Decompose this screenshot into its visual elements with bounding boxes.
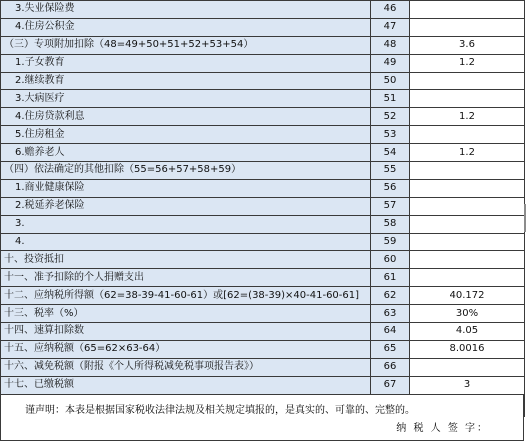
row-line-number: 67	[371, 376, 410, 394]
row-amount-cell[interactable]: 1.2	[410, 108, 525, 126]
table-row	[1, 358, 525, 376]
table-row	[1, 18, 525, 36]
row-amount-cell[interactable]	[410, 90, 525, 108]
row-amount-cell[interactable]	[410, 18, 525, 36]
table-row	[1, 108, 525, 126]
table-row	[1, 215, 525, 233]
row-line-number: 51	[371, 90, 410, 108]
row-line-number: 47	[371, 18, 410, 36]
table-row	[1, 144, 525, 162]
row-item-label: 十三、税率（%）	[1, 305, 371, 323]
table-row	[1, 197, 525, 215]
row-amount-cell[interactable]: 1.2	[410, 54, 525, 72]
row-amount-cell[interactable]	[410, 358, 525, 376]
table-row	[1, 233, 525, 251]
row-line-number: 66	[371, 358, 410, 376]
row-item-label: （四）依法确定的其他扣除（55=56+57+58+59）	[1, 162, 371, 180]
table-row	[1, 90, 525, 108]
row-line-number: 62	[371, 287, 410, 305]
table-row	[1, 54, 525, 72]
row-line-number: 59	[371, 233, 410, 251]
row-amount-cell[interactable]	[410, 215, 525, 233]
row-amount-cell[interactable]	[410, 269, 525, 287]
table-row	[1, 323, 525, 341]
row-line-number: 61	[371, 269, 410, 287]
taxpayer-signature-label: 纳 税 人 签 字：	[396, 423, 489, 434]
row-item-label: 十二、应纳税所得额（62=38-39-41-60-61）或[62=(38-39)×40-41-60-61]	[1, 287, 371, 305]
row-line-number: 55	[371, 162, 410, 180]
row-item-label: 4.	[1, 233, 371, 251]
table-row	[1, 72, 525, 90]
tax-return-table-body	[1, 1, 525, 417]
row-item-label: （三）专项附加扣除（48=49+50+51+52+53+54）	[1, 36, 371, 54]
row-amount-cell[interactable]	[410, 251, 525, 269]
row-line-number: 58	[371, 215, 410, 233]
row-line-number: 63	[371, 305, 410, 323]
row-line-number: 46	[371, 1, 410, 19]
table-row	[1, 179, 525, 197]
table-row	[1, 287, 525, 305]
row-item-label: 3.失业保险费	[1, 1, 371, 19]
row-line-number: 54	[371, 144, 410, 162]
row-line-number: 52	[371, 108, 410, 126]
row-line-number: 48	[371, 36, 410, 54]
table-row	[1, 376, 525, 394]
table-row	[1, 269, 525, 287]
row-amount-cell[interactable]	[410, 233, 525, 251]
row-item-label: 4.住房贷款利息	[1, 108, 371, 126]
row-item-label: 6.赡养老人	[1, 144, 371, 162]
row-line-number: 49	[371, 54, 410, 72]
row-item-label: 3.	[1, 215, 371, 233]
row-item-label: 十五、应纳税额（65=62×63-64）	[1, 340, 371, 358]
row-amount-cell[interactable]	[410, 72, 525, 90]
row-item-label: 1.商业健康保险	[1, 179, 371, 197]
declaration-footer	[0, 394, 524, 441]
row-line-number: 60	[371, 251, 410, 269]
row-item-label: 十七、已缴税额	[1, 376, 371, 394]
table-row	[1, 340, 525, 358]
row-amount-cell[interactable]: 8.0016	[410, 340, 525, 358]
row-item-label: 十六、减免税额（附报《个人所得税减免税事项报告表》）	[1, 358, 371, 376]
row-amount-cell[interactable]: 3	[410, 376, 525, 394]
row-amount-cell[interactable]	[410, 126, 525, 144]
row-line-number: 56	[371, 179, 410, 197]
row-amount-cell[interactable]: 3.6	[410, 36, 525, 54]
row-amount-cell[interactable]: 40.172	[410, 287, 525, 305]
table-row	[1, 305, 525, 323]
row-item-label: 2.税延养老保险	[1, 197, 371, 215]
table-row	[1, 162, 525, 180]
table-row	[1, 1, 525, 19]
table-row	[1, 126, 525, 144]
row-item-label: 4.住房公积金	[1, 18, 371, 36]
row-line-number: 64	[371, 323, 410, 341]
table-row	[1, 251, 525, 269]
row-item-label: 2.继续教育	[1, 72, 371, 90]
row-line-number: 50	[371, 72, 410, 90]
row-item-label: 5.住房租金	[1, 126, 371, 144]
row-amount-cell[interactable]	[410, 197, 525, 215]
row-line-number: 65	[371, 340, 410, 358]
row-item-label: 3.大病医疗	[1, 90, 371, 108]
row-amount-cell[interactable]: 30%	[410, 305, 525, 323]
row-line-number: 53	[371, 126, 410, 144]
row-item-label: 十一、准予扣除的个人捐赠支出	[1, 269, 371, 287]
row-amount-cell[interactable]	[410, 179, 525, 197]
row-line-number: 57	[371, 197, 410, 215]
row-item-label: 1.子女教育	[1, 54, 371, 72]
row-amount-cell[interactable]: 4.05	[410, 323, 525, 341]
row-amount-cell[interactable]	[410, 162, 525, 180]
row-item-label: 十四、速算扣除数	[1, 323, 371, 341]
row-amount-cell[interactable]: 1.2	[410, 144, 525, 162]
row-item-label: 十、投资抵扣	[1, 251, 371, 269]
table-row	[1, 36, 525, 54]
row-amount-cell[interactable]	[410, 1, 525, 19]
declaration-text: 谨声明：本表是根据国家税收法律法规及相关规定填报的，是真实的、可靠的、完整的。	[25, 405, 415, 416]
